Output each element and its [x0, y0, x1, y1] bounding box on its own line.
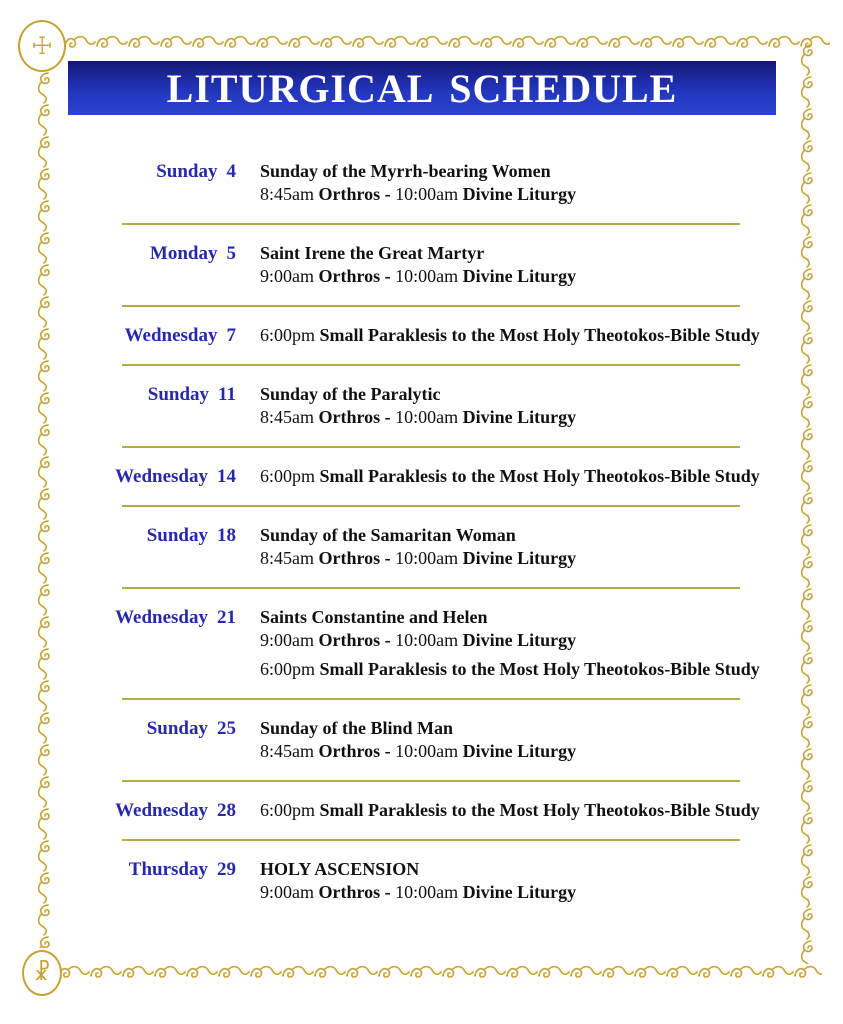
day-name: Wednesday [115, 607, 208, 628]
day-number: 4 [226, 161, 236, 182]
chi-rho-in-circle-icon [22, 950, 62, 996]
event-line [260, 242, 780, 265]
schedule-row [100, 604, 780, 683]
day-name: Sunday [146, 718, 208, 739]
event-text-bold: Divine Liturgy [462, 741, 577, 761]
row-divider [122, 223, 740, 225]
event-line [260, 524, 780, 547]
day-name: Wednesday [115, 800, 208, 821]
event-text-bold: Divine Liturgy [462, 548, 577, 568]
event-text: 6:00pm [260, 800, 320, 820]
event-text-bold: Sunday of the Paralytic [260, 384, 441, 404]
event-line [260, 324, 780, 347]
event-text: 9:00am [260, 882, 319, 902]
event-text-bold: HOLY ASCENSION [260, 859, 420, 879]
event-text-bold: Divine Liturgy [462, 882, 577, 902]
row-divider [122, 446, 740, 448]
day-number: 5 [226, 243, 236, 264]
schedule-row [100, 381, 780, 431]
page-title: LITURGICAL SCHEDULE [166, 65, 678, 111]
row-date-label [100, 606, 236, 629]
row-details [260, 606, 780, 681]
row-date-label [100, 858, 236, 881]
event-line [260, 465, 780, 488]
event-line [260, 406, 780, 429]
event-text-bold: Sunday of the Samaritan Woman [260, 525, 516, 545]
day-name: Sunday [146, 525, 208, 546]
event-text-bold: Divine Liturgy [462, 266, 577, 286]
row-divider [122, 364, 740, 366]
row-date-label [100, 242, 236, 265]
scroll-border-top-icon [64, 34, 830, 52]
event-text: 6:00pm [260, 466, 320, 486]
cross-glyph: ☩ [31, 32, 53, 60]
row-details [260, 717, 780, 763]
row-details [260, 524, 780, 570]
event-text-bold: Divine Liturgy [462, 184, 577, 204]
schedule-row [100, 240, 780, 290]
day-name: Wednesday [124, 325, 218, 346]
event-text-bold: Divine Liturgy [462, 407, 577, 427]
event-text: 10:00am [395, 407, 463, 427]
event-text: 6:00pm [260, 325, 320, 345]
row-details [260, 799, 780, 822]
event-text-bold: Sunday of the Myrrh-bearing Women [260, 161, 551, 181]
day-name: Wednesday [115, 466, 208, 487]
event-text-bold: Orthros - [318, 407, 396, 427]
row-divider [122, 839, 740, 841]
row-details [260, 465, 780, 488]
event-text-bold: Divine Liturgy [462, 630, 577, 650]
schedule-row [100, 797, 780, 824]
scroll-border-left-icon [36, 72, 54, 948]
row-date-label [100, 799, 236, 822]
event-line [260, 858, 780, 881]
day-name: Sunday [147, 384, 210, 405]
row-details [260, 160, 780, 206]
event-text: 6:00pm [260, 659, 320, 679]
event-text: 10:00am [395, 630, 463, 650]
event-line [260, 160, 780, 183]
schedule-list [100, 158, 780, 906]
day-number: 11 [218, 384, 236, 405]
event-text-bold: Small Paraklesis to the Most Holy Theotokos-Bible Study [319, 325, 760, 345]
event-line [260, 547, 780, 570]
event-text: 8:45am [260, 741, 319, 761]
schedule-row [100, 715, 780, 765]
event-text-bold: Orthros - [318, 741, 396, 761]
event-text-bold: Orthros - [318, 184, 396, 204]
day-number: 25 [217, 718, 236, 739]
schedule-row [100, 856, 780, 906]
event-text: 10:00am [395, 741, 463, 761]
event-text-bold: Orthros - [318, 882, 396, 902]
row-divider [122, 698, 740, 700]
event-text-bold: Sunday of the Blind Man [260, 718, 454, 738]
row-details [260, 383, 780, 429]
event-text: 10:00am [395, 548, 463, 568]
row-date-label [100, 465, 236, 488]
row-details [260, 858, 780, 904]
row-divider [122, 780, 740, 782]
event-text-bold: Small Paraklesis to the Most Holy Theotokos-Bible Study [319, 466, 760, 486]
event-line [260, 658, 780, 681]
schedule-row [100, 322, 780, 349]
day-name: Monday [149, 243, 218, 264]
scroll-border-right-icon [799, 44, 817, 964]
event-line [260, 629, 780, 652]
event-text-bold: Orthros - [318, 630, 396, 650]
day-number: 18 [217, 525, 236, 546]
event-line [260, 717, 780, 740]
cross-in-circle-icon [18, 20, 66, 72]
event-line [260, 183, 780, 206]
day-number: 21 [217, 607, 236, 628]
row-date-label [100, 160, 236, 183]
event-text: 10:00am [395, 882, 463, 902]
event-text-bold: Orthros - [318, 266, 396, 286]
event-text: 8:45am [260, 184, 319, 204]
row-date-label [100, 324, 236, 347]
schedule-row [100, 158, 780, 208]
row-details [260, 242, 780, 288]
event-line [260, 740, 780, 763]
row-details [260, 324, 780, 347]
row-date-label [100, 717, 236, 740]
event-line [260, 265, 780, 288]
event-text: 10:00am [395, 184, 463, 204]
event-text: 8:45am [260, 407, 319, 427]
event-text: 9:00am [260, 266, 319, 286]
event-line [260, 606, 780, 629]
row-divider [122, 305, 740, 307]
row-divider [122, 505, 740, 507]
event-line [260, 799, 780, 822]
event-text: 8:45am [260, 548, 319, 568]
day-number: 28 [217, 800, 236, 821]
event-line [260, 881, 780, 904]
day-name: Thursday [128, 859, 208, 880]
chi-rho-glyph: ☧ [33, 960, 51, 986]
day-number: 14 [217, 466, 236, 487]
event-text-bold: Small Paraklesis to the Most Holy Theotokos-Bible Study [319, 659, 760, 679]
event-text-bold: Small Paraklesis to the Most Holy Theotokos-Bible Study [319, 800, 760, 820]
row-date-label [100, 524, 236, 547]
title-banner [68, 61, 776, 115]
row-divider [122, 587, 740, 589]
day-number: 29 [217, 859, 236, 880]
event-text-bold: Saint Irene the Great Martyr [260, 243, 485, 263]
schedule-row [100, 463, 780, 490]
event-text: 9:00am [260, 630, 319, 650]
row-date-label [100, 383, 236, 406]
day-number: 7 [226, 325, 236, 346]
schedule-row [100, 522, 780, 572]
event-text-bold: Saints Constantine and Helen [260, 607, 488, 627]
event-line [260, 383, 780, 406]
day-name: Sunday [156, 161, 218, 182]
event-text-bold: Orthros - [318, 548, 396, 568]
event-text: 10:00am [395, 266, 463, 286]
scroll-border-bottom-icon [58, 964, 822, 982]
